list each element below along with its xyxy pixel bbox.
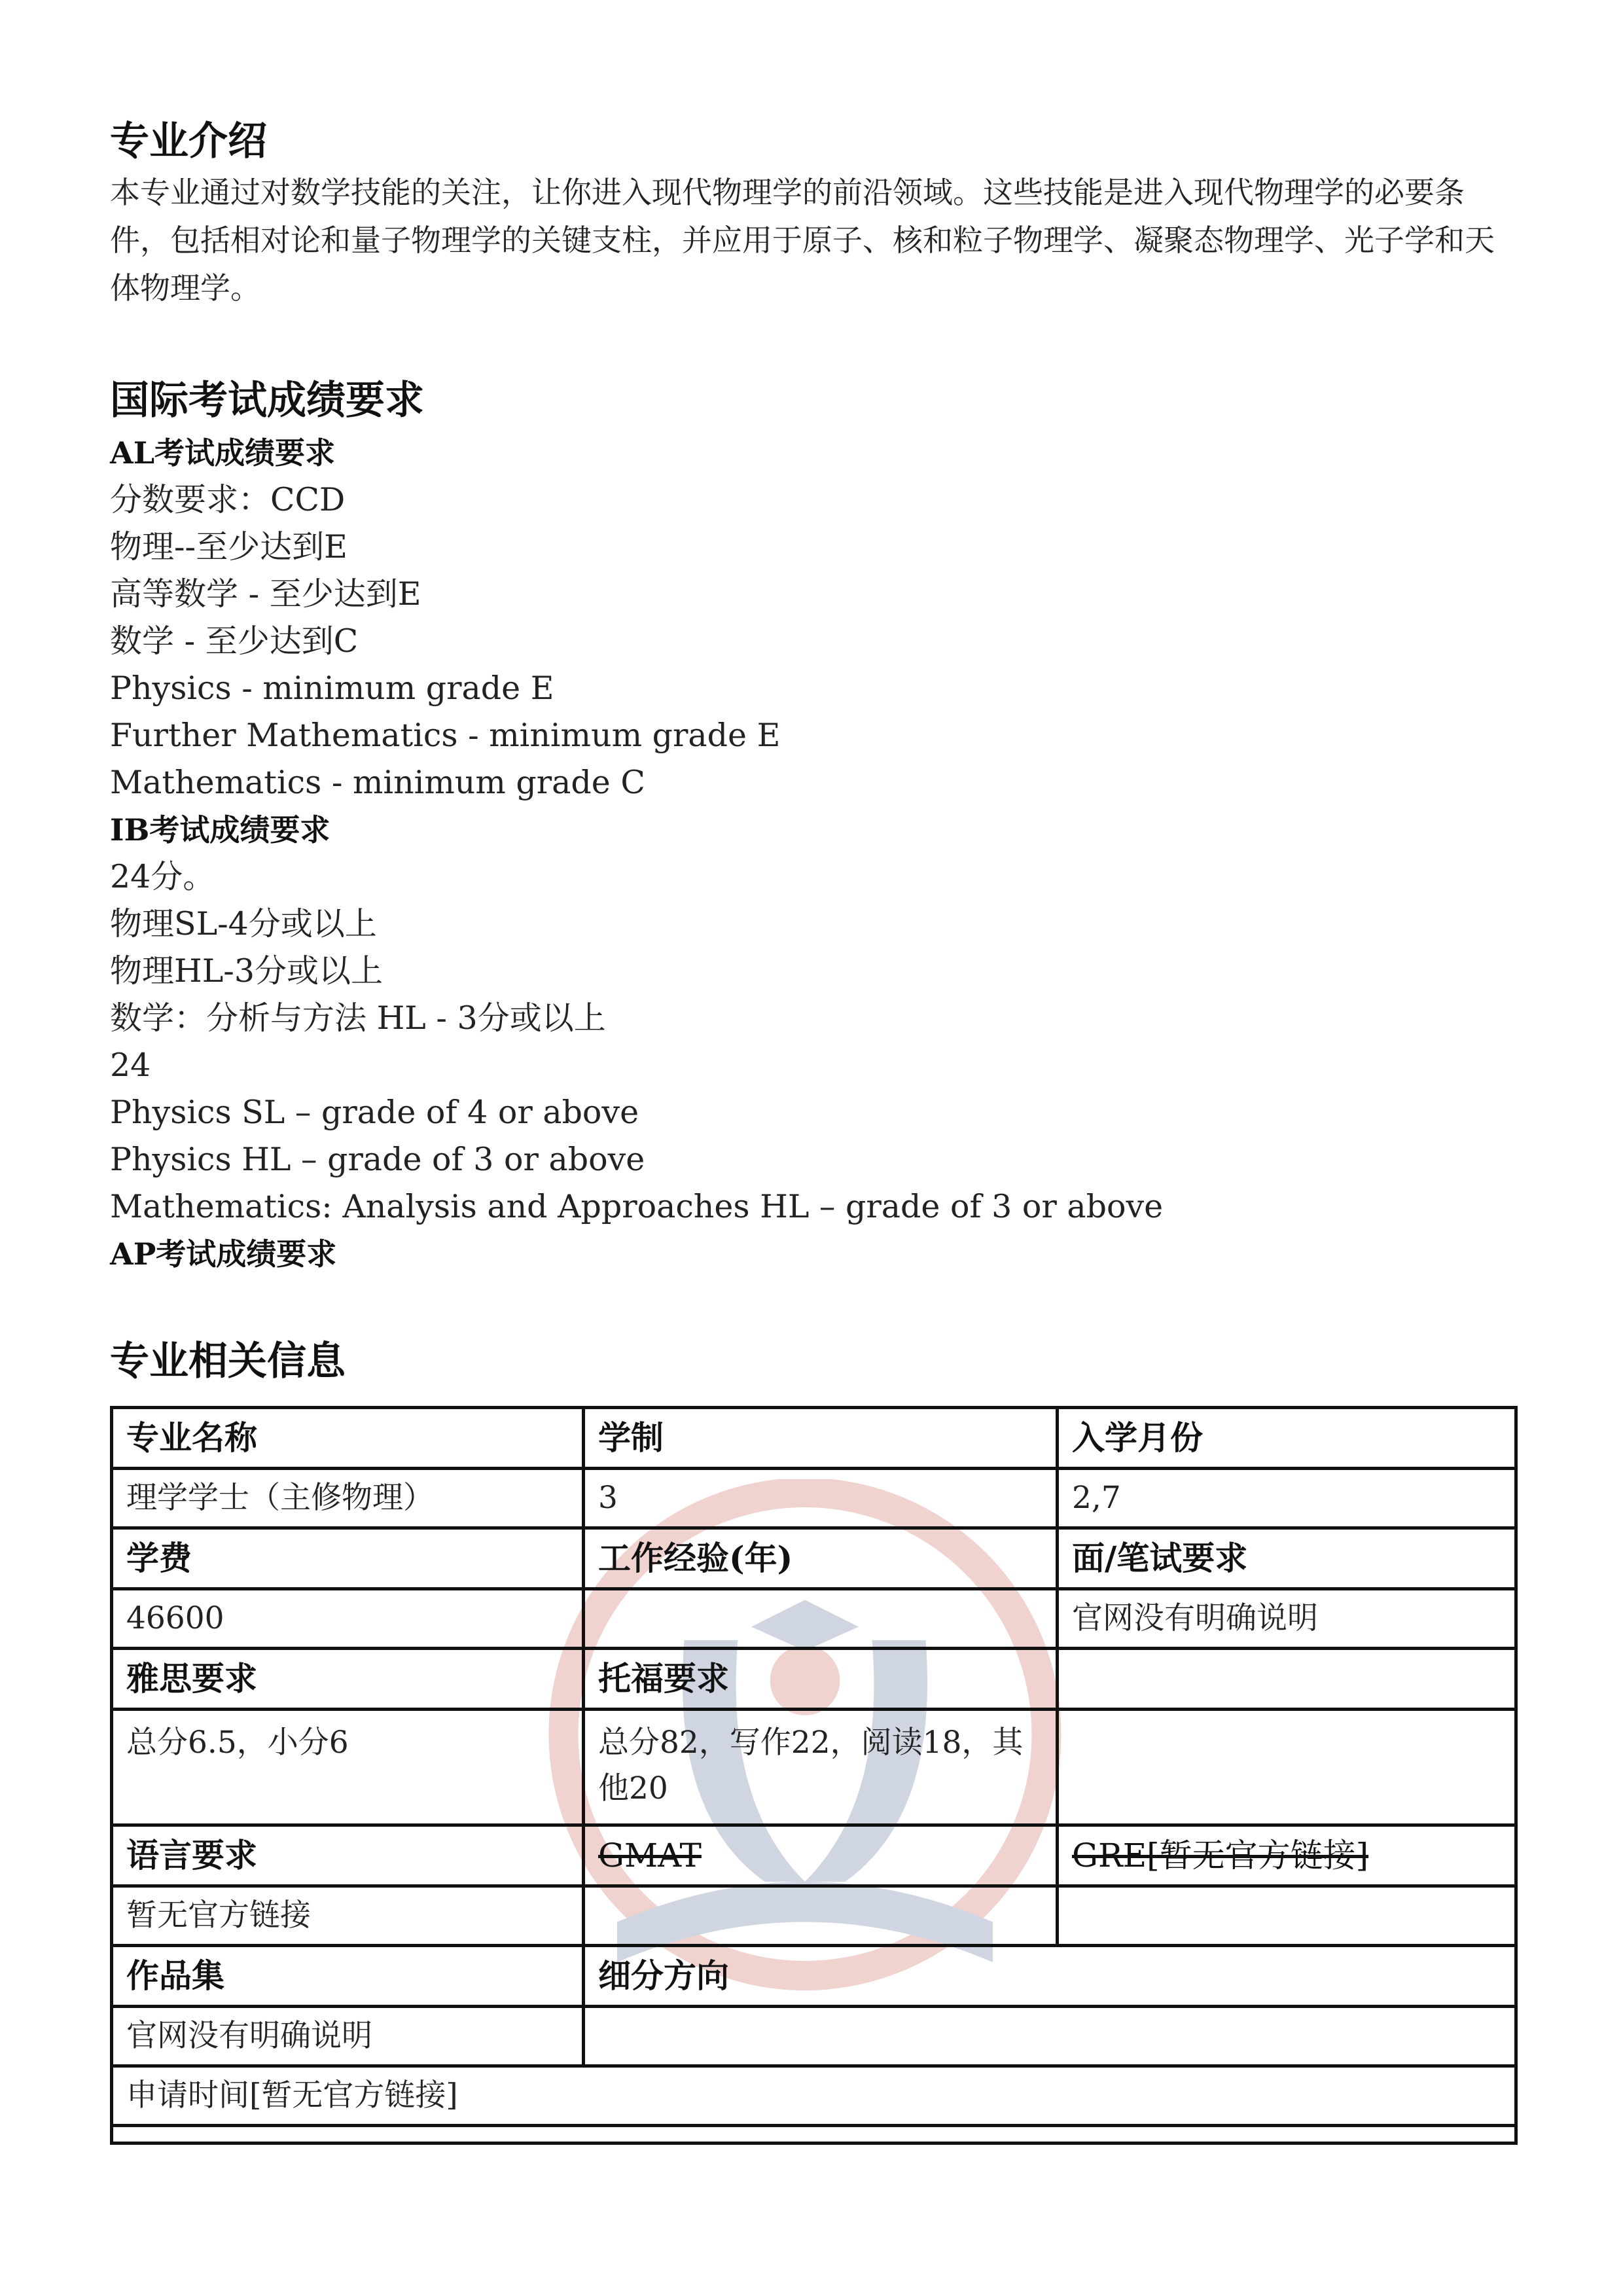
language-requirement-value: 暂无官方链接	[112, 1886, 584, 1946]
empty-cell	[1058, 1649, 1516, 1710]
al-line: 物理--至少达到E	[110, 528, 348, 565]
major-name-value: 理学学士（主修物理）	[112, 1469, 584, 1528]
table-row	[112, 1469, 1516, 1528]
ielts-header: 雅思要求	[112, 1649, 584, 1710]
empty-cell	[1058, 1886, 1516, 1946]
table-row	[112, 2126, 1516, 2144]
table-row	[112, 1710, 1516, 1825]
work-experience-value	[584, 1589, 1058, 1649]
program-info-table	[110, 1406, 1518, 2145]
ib-line: 物理SL-4分或以上	[110, 905, 377, 942]
gre-header: GRE[暂无官方链接]	[1058, 1825, 1516, 1886]
al-line: Mathematics - minimum grade C	[110, 764, 645, 801]
empty-cell	[1058, 1710, 1516, 1825]
tuition-header: 学费	[112, 1528, 584, 1589]
table-row	[112, 2007, 1516, 2066]
ap-title: AP考试成绩要求	[110, 1236, 337, 1272]
al-line: Physics - minimum grade E	[110, 670, 554, 707]
table-row	[112, 1825, 1516, 1886]
ib-title: IB考试成绩要求	[110, 812, 330, 848]
specialization-value	[584, 2007, 1516, 2066]
empty-cell	[584, 1886, 1058, 1946]
al-title: AL考试成绩要求	[110, 435, 336, 471]
duration-value: 3	[584, 1469, 1058, 1528]
al-line: Further Mathematics - minimum grade E	[110, 717, 781, 754]
intro-title: 专业介绍	[110, 118, 267, 164]
ib-line: 物理HL-3分或以上	[110, 952, 383, 990]
application-time: 申请时间[暂无官方链接]	[112, 2066, 1516, 2126]
ib-line: Physics HL – grade of 3 or above	[110, 1141, 645, 1178]
table-row	[112, 1408, 1516, 1469]
al-line: 高等数学 - 至少达到E	[110, 575, 421, 613]
toefl-value: 总分82，写作22，阅读18，其他20	[584, 1710, 1058, 1825]
ib-line: 数学：分析与方法 HL - 3分或以上	[110, 999, 606, 1037]
al-line: 数学 - 至少达到C	[110, 622, 359, 660]
intake-month-value: 2,7	[1058, 1469, 1516, 1528]
tuition-value: 46600	[112, 1589, 584, 1649]
specialization-header: 细分方向	[584, 1946, 1516, 2007]
al-line: 分数要求：CCD	[110, 481, 346, 518]
duration-header: 学制	[584, 1408, 1058, 1469]
major-name-header: 专业名称	[112, 1408, 584, 1469]
ib-line: Mathematics: Analysis and Approaches HL – grade of 3 or above	[110, 1188, 1164, 1225]
intro-body: 本专业通过对数学技能的关注，让你进入现代物理学的前沿领域。这些技能是进入现代物理学的必要条件，包括相对论和量子物理学的关键支柱，并应用于原子、核和粒子物理学、凝聚态物理学、光子学和天体物理学。	[110, 175, 1495, 306]
table-row	[112, 1589, 1516, 1649]
table-row	[112, 1528, 1516, 1589]
intake-month-header: 入学月份	[1058, 1408, 1516, 1469]
requirements-list	[110, 429, 1163, 1278]
scores-title: 国际考试成绩要求	[110, 378, 424, 423]
ib-line: 24	[110, 1047, 151, 1084]
interview-requirement-header: 面/笔试要求	[1058, 1528, 1516, 1589]
portfolio-header: 作品集	[112, 1946, 584, 2007]
ielts-value: 总分6.5，小分6	[112, 1710, 584, 1825]
interview-requirement-value: 官网没有明确说明	[1058, 1589, 1516, 1649]
info-title: 专业相关信息	[110, 1338, 346, 1384]
work-experience-header: 工作经验(年)	[584, 1528, 1058, 1589]
empty-cell	[112, 2126, 1516, 2144]
gmat-header: GMAT	[584, 1825, 1058, 1886]
language-requirement-header: 语言要求	[112, 1825, 584, 1886]
ib-line: 24分。	[110, 858, 215, 895]
table-row	[112, 1886, 1516, 1946]
toefl-header: 托福要求	[584, 1649, 1058, 1710]
table-row	[112, 1946, 1516, 2007]
portfolio-value: 官网没有明确说明	[112, 2007, 584, 2066]
table-row	[112, 2066, 1516, 2126]
table-row	[112, 1649, 1516, 1710]
ib-line: Physics SL – grade of 4 or above	[110, 1094, 639, 1131]
